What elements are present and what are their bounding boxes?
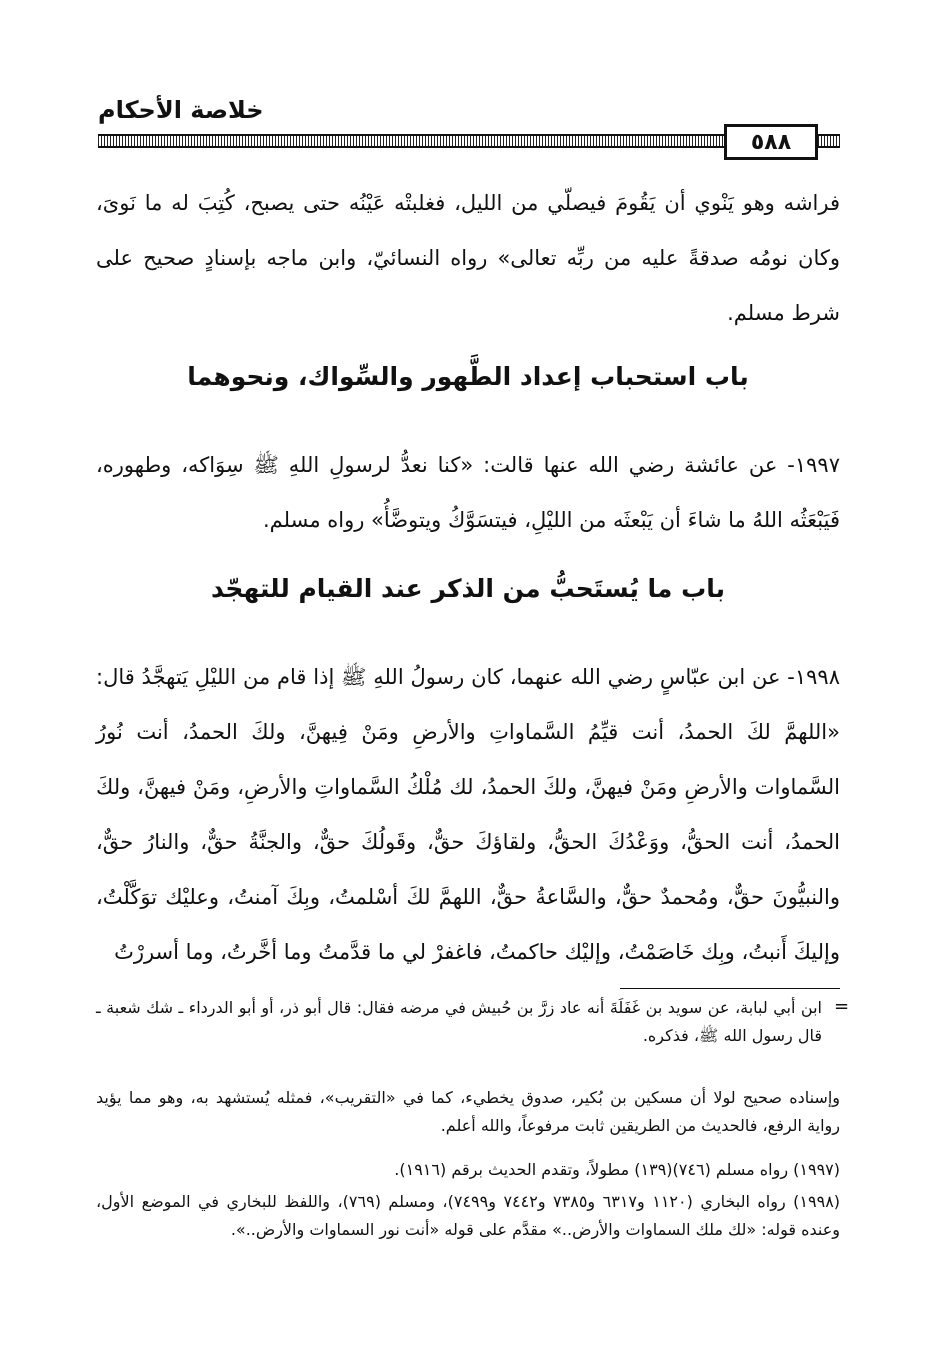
page-number: ٥٨٨ <box>724 124 818 160</box>
footnote-isnad-grading: وإسناده صحيح لولا أن مسكين بن بُكير، صدوق يخطيء، كما في «التقريب»، فمثله يُستشهد به، وهو مما يؤيد رواية الرفع، فالحديث من الطريقين ثابت مرفوعاً، والله أعلم. <box>96 1088 840 1135</box>
page-header <box>98 92 840 164</box>
chapter-heading-tahajjud-dhikr: باب ما يُستَحبُّ من الذكر عند القيام للتهجّد <box>210 574 725 603</box>
hadith-1997: ١٩٩٧- عن عائشة رضي الله عنها قالت: «كنا نعدُّ لرسولِ اللهِ ﷺ سِوَاكه، وطهوره، فَيَبْعَثُه اللهُ ما شاءَ أن يَبْعثَه من الليْلِ، فيتسَوَّكُ ويتوضَّأُ» رواه مسلم. <box>96 453 840 532</box>
running-title: خلاصة الأحكام <box>98 96 264 124</box>
hadith-1998: ١٩٩٨- عن ابن عبّاسٍ رضي الله عنهما، كان رسولُ اللهِ ﷺ إذا قام من الليْلِ يَتهجَّدُ قال: «اللهمَّ لكَ الحمدُ، أنت قيِّمُ السَّماواتِ والأرضِ ومَنْ فِيهنَّ، ولكَ الحمدُ، أنت نُورُ السَّماوات والأرضِ ومَنْ فيهنَّ، ولكَ الحمدُ، لك مُلْكُ السَّماواتِ والأرضِ، ومَنْ فيهنَّ، ولكَ الحمدُ، أنت الحقُّ، ووَعْدُكَ الحقُّ، ولقاؤكَ حقٌّ، وقَولُكَ حقٌّ، والجنَّةُ حقٌّ، والنارُ حقٌّ، والنبيُّونَ حقٌّ، ومُحمدٌ حقٌّ، والسَّاعةُ حقٌّ، اللهمَّ لكَ أسْلمتُ، وبِكَ آمنتُ، وعليْك توَكَّلْتُ، وإليكَ أَنبتُ، وبِك خَاصَمْتُ، وإليْك حاكمتُ، فاغفرْ لي ما قدَّمتُ وما أخَّرتُ، وما أسررْتُ <box>96 665 840 964</box>
chapter-heading-tahur-siwak: باب استحباب إعداد الطَّهور والسِّواك، ونحوهما <box>187 362 749 391</box>
paragraph-continuation: فراشه وهو يَنْوي أن يَقُومَ فيصلّي من الليل، فغلبتْه عَيْنُه حتى يصبح، كُتِبَ له ما نَوىَ، وكان نومُه صدقةً عليه من ربِّه تعالى» رواه النسائيّ، وابن ماجه بإسنادٍ صحيح على شرط مسلم. <box>96 191 840 325</box>
footnote-1998: (١٩٩٨) رواه البخاري (١١٢٠ و٦٣١٧ و٧٣٨٥ و٧٤٤٢ و٧٤٩٩)، ومسلم (٧٦٩)، واللفظ للبخاري في الموضع الأول، وعنده قوله: «لك ملك السماوات والأرض..» مقدَّم على قوله «أنت نور السماوات والأرض..». <box>96 1192 841 1239</box>
footnote-continued-isnad: ابن أبي لبابة، عن سويد بن غَفَلَةَ أنه عاد زرَّ بن حُبيش في مرضه فقال: قال أبو ذر، أو أبو الدرداء ـ شك شعبة ـ قال رسول الله ﷺ، فذكره. <box>96 998 822 1045</box>
footnote-1997: (١٩٩٧) رواه مسلم (٧٤٦)(١٣٩) مطولاً، وتقدم الحديث برقم (١٩١٦). <box>394 1160 840 1179</box>
footnote-continuation-mark: = <box>834 996 850 1017</box>
footnote-separator <box>620 988 840 989</box>
